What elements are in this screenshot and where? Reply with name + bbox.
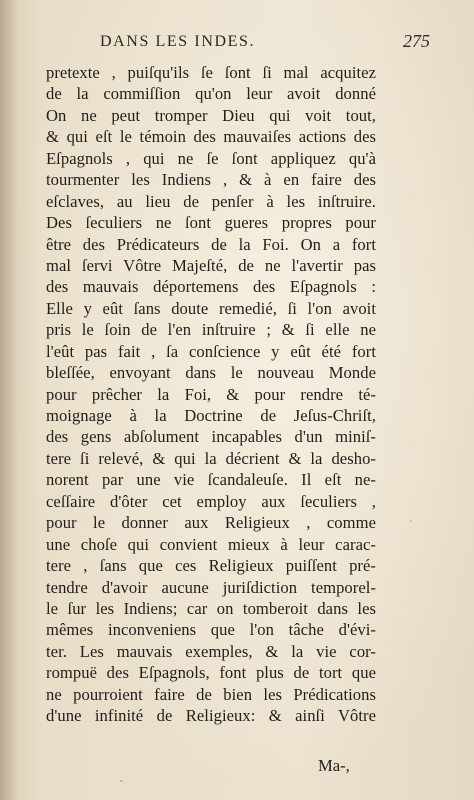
text-line: Eſpagnols , qui ne ſe ſont appliquez qu'à xyxy=(46,148,376,168)
text-line: une choſe qui convient mieux à leur carac- xyxy=(46,534,376,554)
text-line: ne pourroient faire de bien les Prédications xyxy=(46,684,376,704)
text-line: le ſur les Indiens; car on tomberoit dans les xyxy=(46,598,376,618)
catchword: Ma-, xyxy=(318,756,350,775)
text-line: d'une infinité de Religieux: & ainſi Vôtre xyxy=(46,706,376,726)
text-line: ter. Les mauvais exemples, & la vie cor- xyxy=(46,641,376,661)
text-line: bleſſée, envoyant dans le nouveau Monde xyxy=(46,363,376,383)
page-number: 275 xyxy=(403,31,430,51)
paper-speck xyxy=(120,780,123,782)
text-line: pris le ſoin de l'en inſtruire ; & ſi elle ne xyxy=(46,320,376,340)
body-text xyxy=(46,62,376,727)
text-line: pour le donner aux Religieux , comme xyxy=(46,513,376,533)
running-head xyxy=(100,31,430,57)
text-line: On ne peut tromper Dieu qui voit tout, xyxy=(46,105,376,125)
text-line: tere ſi relevé, & qui la décrient & la desho- xyxy=(46,448,376,468)
text-line: pour prêcher la Foi, & pour rendre té- xyxy=(46,384,376,404)
text-line: pretexte , puiſqu'ils ſe ſont ſi mal acquitez xyxy=(46,63,376,82)
text-line: des gens abſolument incapables d'un miniſ- xyxy=(46,427,376,447)
text-line: & qui eſt le témoin des mauvaiſes actions des xyxy=(46,127,376,147)
paper-speck xyxy=(410,520,412,522)
text-line: eſclaves, au lieu de penſer à les inſtruire. xyxy=(46,191,376,211)
text-line: tourmenter les Indiens , & à en faire des xyxy=(46,170,376,190)
text-line: tendre d'avoir aucune juriſdiction temporel- xyxy=(46,577,376,597)
text-line: Elle y eût ſans doute remedié, ſi l'on avoit xyxy=(46,298,376,318)
text-line: de la commiſſion qu'on leur avoit donné xyxy=(46,84,376,104)
text-line: mal ſervi Vôtre Majeſté, de ne l'avertir pas xyxy=(46,255,376,275)
text-line: Des ſeculiers ne ſont gueres propres pour xyxy=(46,213,376,233)
gutter-shadow xyxy=(0,0,18,800)
text-line: moignage à la Doctrine de Jeſus-Chriſt, xyxy=(46,406,376,425)
running-head-title: DANS LES INDES. xyxy=(100,33,256,50)
text-line: ceſſaire d'ôter cet employ aux ſeculiers , xyxy=(46,491,376,511)
paper-speck xyxy=(222,246,225,249)
text-line: norent par une vie ſcandaleuſe. Il eſt ne- xyxy=(46,470,376,490)
text-line: mêmes inconveniens que l'on tâche d'évi- xyxy=(46,620,376,640)
text-line: l'eût pas fait , ſa conſcience y eût été fort xyxy=(46,341,376,361)
text-line: être des Prédicateurs de la Foi. On a fort xyxy=(46,234,376,254)
text-line: rompuë des Eſpagnols, font plus de tort que xyxy=(46,663,376,683)
text-line: tere , ſans que ces Religieux puiſſent pré- xyxy=(46,556,376,576)
text-line: des mauvais déportemens des Eſpagnols : xyxy=(46,277,376,297)
